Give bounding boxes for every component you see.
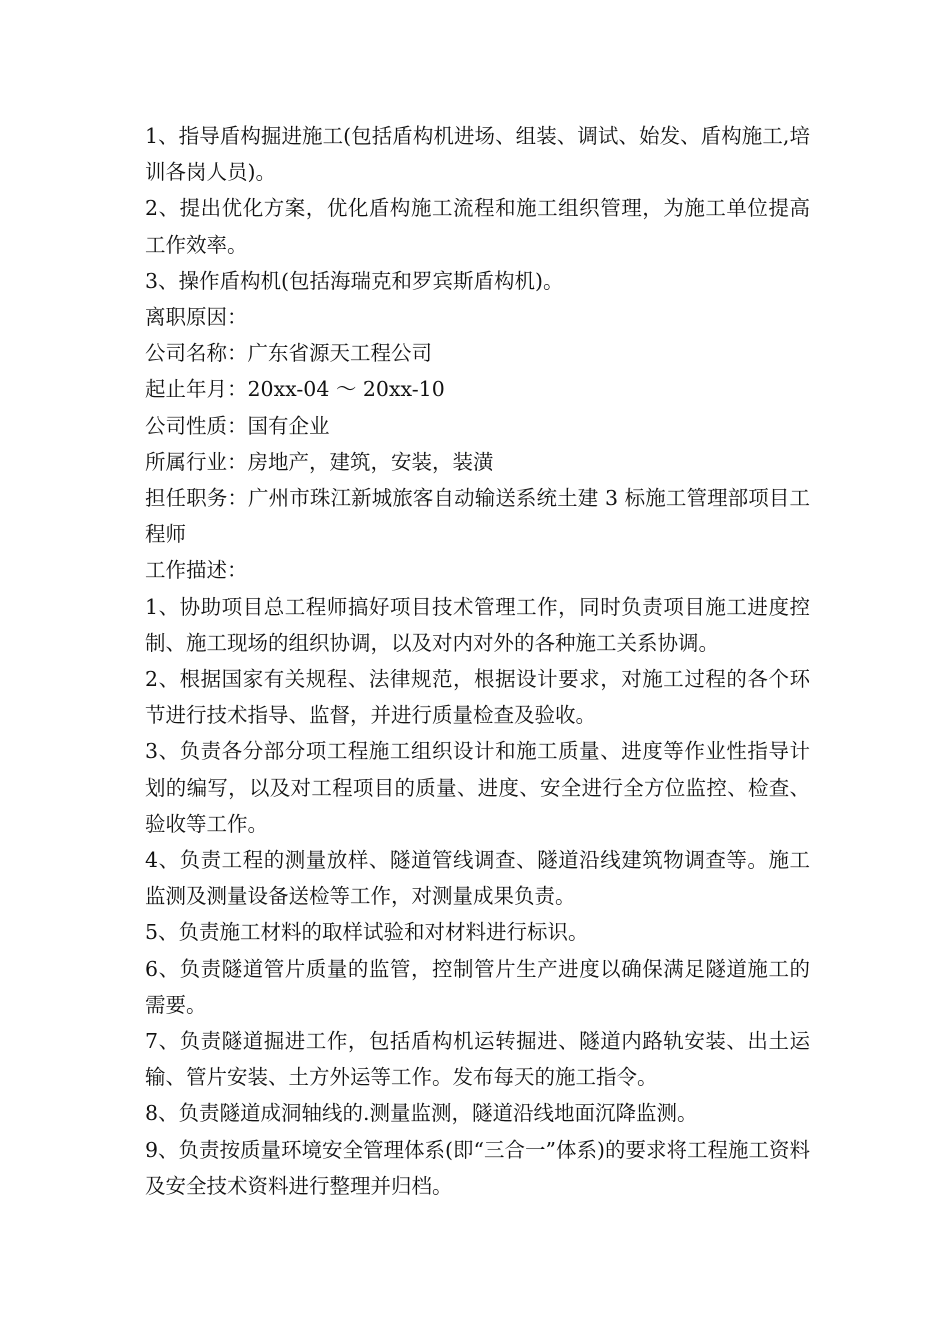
duty-item-3: 3、操作盾构机(包括海瑞克和罗宾斯盾构机)。 <box>145 268 564 293</box>
job-item-2: 2、根据国家有关规程、法律规范，根据设计要求，对施工过程的各个环节进行技术指导、监督，并进行质量检查及验收。 <box>145 667 810 728</box>
industry: 所属行业：房地产，建筑，安装，装潢 <box>145 449 494 474</box>
job-item-9: 9、负责按质量环境安全管理体系(即“三合一”体系)的要求将工程施工资料及安全技术资料进行整理并归档。 <box>145 1137 810 1198</box>
leave-reason-label: 离职原因： <box>145 305 248 330</box>
document-body <box>145 118 810 1204</box>
position-title: 担任职务：广州市珠江新城旅客自动输送系统土建 3 标施工管理部项目工程师 <box>145 486 810 547</box>
company-name: 公司名称：广东省源天工程公司 <box>145 341 432 366</box>
employment-period: 起止年月：20xx-04 ～ 20xx-10 <box>145 377 445 402</box>
job-item-7: 7、负责隧道掘进工作，包括盾构机运转掘进、隧道内路轨安装、出土运输、管片安装、土方外运等工作。发布每天的施工指令。 <box>145 1029 810 1090</box>
job-item-6: 6、负责隧道管片质量的监管，控制管片生产进度以确保满足隧道施工的需要。 <box>145 956 810 1017</box>
job-description-label: 工作描述： <box>145 558 248 583</box>
duty-item-1: 1、指导盾构掘进施工(包括盾构机进场、组装、调试、始发、盾构施工,培训各岗人员)。 <box>145 124 810 185</box>
job-item-8: 8、负责隧道成洞轴线的.测量监测，隧道沿线地面沉降监测。 <box>145 1101 698 1126</box>
job-item-1: 1、协助项目总工程师搞好项目技术管理工作，同时负责项目施工进度控制、施工现场的组织协调，以及对内对外的各种施工关系协调。 <box>145 594 810 655</box>
company-type: 公司性质：国有企业 <box>145 413 330 438</box>
job-item-5: 5、负责施工材料的取样试验和对材料进行标识。 <box>145 920 589 945</box>
job-item-4: 4、负责工程的测量放样、隧道管线调查、隧道沿线建筑物调查等。施工监测及测量设备送检等工作，对测量成果负责。 <box>145 848 810 909</box>
duty-item-2: 2、提出优化方案，优化盾构施工流程和施工组织管理，为施工单位提高工作效率。 <box>145 196 810 257</box>
job-item-3: 3、负责各分部分项工程施工组织设计和施工质量、进度等作业性指导计划的编写，以及对工程项目的质量、进度、安全进行全方位监控、检查、验收等工作。 <box>145 739 810 836</box>
